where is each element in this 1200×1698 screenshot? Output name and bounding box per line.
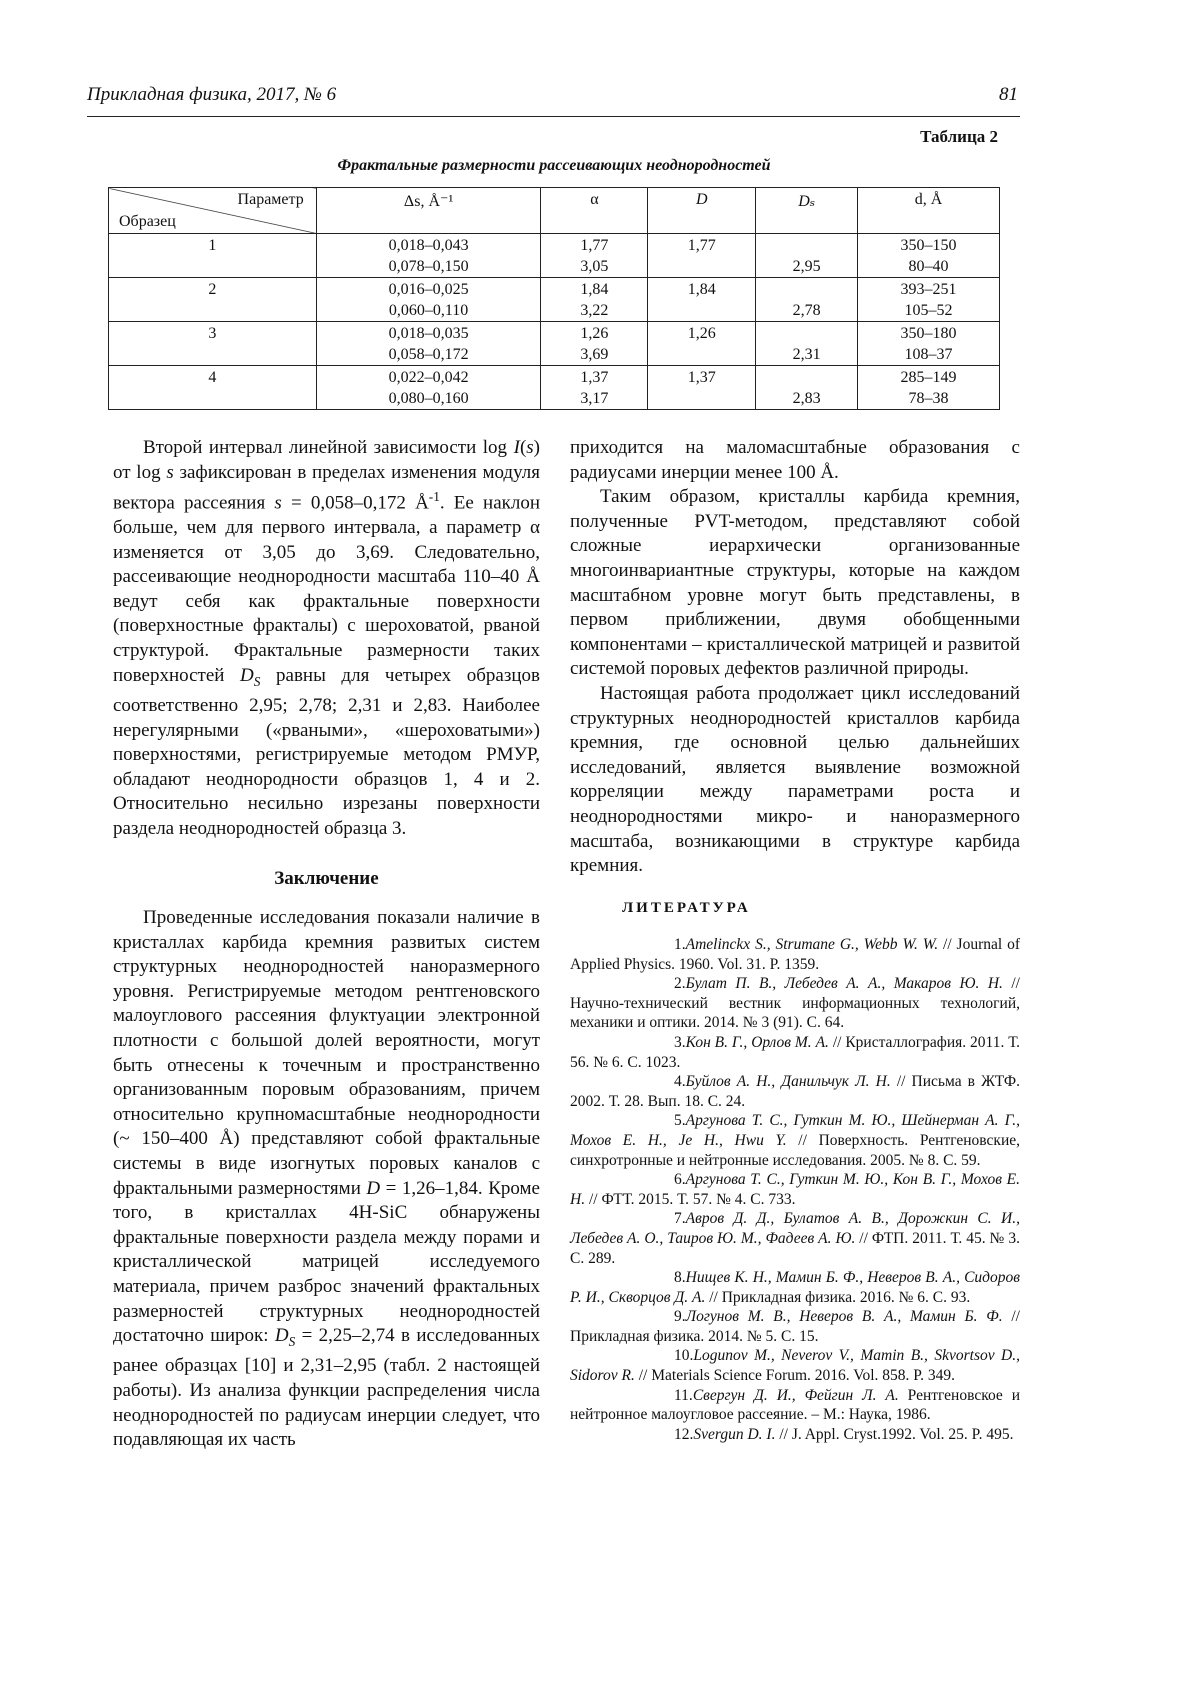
ds-cell [316,366,541,410]
sample-cell: 2 [109,278,317,322]
alpha-cell-value: 3,69 [580,346,609,363]
ds-cell [316,278,541,322]
text-segment: . Ее наклон больше, чем для первого интервала, а параметр α изменяется от 3,05 до 3,69. Следовательно, рассеивающие неоднородности масштаба 110–40 Å ведут себя как фрактальные поверхности (поверхностные фракталы) с шероховатой, рваной структурой. Фрактальные размерности таких поверхностей [113,492,541,686]
ds-cell [316,234,541,278]
reference-source: // Прикладная физика. 2014. № 5. С. 15. [570,1308,1020,1345]
alpha-cell [541,322,648,366]
table-row [109,234,1000,278]
col-header-D: D [648,188,756,234]
reference-number: 8. [674,1269,686,1287]
text-segment: зафиксирован в пределах изменения модуля вектора рассеяния [113,461,540,514]
text-segment: S [288,1333,296,1349]
col-header-d: d, Å [858,188,1000,234]
col-header-Ds: Dₛ [756,188,858,234]
left-column-conclusion [113,906,540,1453]
reference-item [570,1111,1020,1170]
Ds-cell [756,278,858,322]
reference-source: // Journal of Applied Physics. 1960. Vol. 31. P. 1359. [570,936,1021,973]
body-paragraph [570,682,1020,879]
D-cell [648,366,756,410]
Ds-value: 2,31 [792,346,821,363]
alpha-cell [541,366,648,410]
text-segment: I [513,437,520,458]
ds-cell-value: 0,080–0,160 [388,390,469,407]
right-column [570,436,1020,879]
reference-item [570,1346,1020,1385]
ds-cell-value: 0,078–0,150 [388,258,469,275]
reference-source: Рентгеновское и нейтронное малоугловое рассеяние. – М.: Наука, 1986. [570,1386,1020,1424]
text-segment: Настоящая работа продолжает цикл исследований структурных неоднородностей кристаллов карбида кремния, где основной целью дальнейших исследований, является выявление возможной корреляции между параметрами роста и неоднородностями микро- и наноразмерного масштаба, возникающими в структуре карбида кремния. [570,682,1020,877]
reference-source: // Прикладная физика. 2016. № 6. С. 93. [705,1288,971,1306]
table-header-row [109,188,1000,234]
spacer [756,279,857,300]
reference-authors: Logunov M., Neverov V., Mamin B., Skvortsov D., Sidorov R. [570,1347,1020,1385]
reference-authors: Булат П. В., Лебедев А. А., Макаров Ю. Н. [685,975,1003,993]
reference-authors: Кон В. Г., Орлов М. А. [685,1033,829,1051]
text-segment: D [240,664,254,686]
body-paragraph [570,436,1020,485]
alpha-cell-value: 3,17 [580,390,609,407]
fractal-dimensions-table [108,187,1000,410]
table-label: Таблица 2 [920,127,998,146]
text-segment: = 2,25–2,74 в исследованных ранее образцах [10] и 2,31–2,95 (табл. 2 настоящей работы). Из анализа функции распределения числа неоднородностей по радиусам инерции следует, что подавляющая их часть [113,1325,540,1451]
reference-number: 12. [674,1425,694,1443]
Ds-value: 2,78 [792,302,821,319]
ds-cell-value: 0,016–0,025 [388,281,469,298]
ds-cell-value: 0,060–0,110 [388,302,469,319]
reference-authors: Аргунова Т. С., Гуткин М. Ю., Шейнерман А. Г., Мохов Е. Н., Je H., Hwu Y. [570,1112,1020,1149]
references-heading: ЛИТЕРАТУРА [622,900,751,916]
spacer [756,323,857,344]
alpha-cell-value: 3,05 [580,258,609,275]
header-rule [87,116,1020,117]
text-segment: приходится на маломасштабные образования с радиусами инерции менее 100 Å. [570,437,1020,483]
text-segment: ( [519,437,527,458]
text-segment: s [274,492,282,514]
text-segment: S [253,673,261,689]
reference-source: // Письма в ЖТФ. 2002. Т. 28. Вып. 18. С. 24. [570,1073,1020,1110]
Ds-value: 2,83 [792,390,821,407]
reference-item [570,1268,1020,1307]
body-paragraph [570,485,1020,682]
alpha-cell-value: 3,22 [580,302,609,319]
reference-number: 2. [674,975,686,993]
d-cell-value: 105–52 [904,302,953,319]
table-row [109,322,1000,366]
alpha-cell [541,278,648,322]
reference-item [570,1170,1020,1209]
reference-item [570,974,1020,1033]
reference-item [570,1307,1020,1346]
alpha-cell-value: 1,84 [580,281,609,298]
table-row [109,366,1000,410]
col-header-ds: Δs, Å⁻¹ [316,188,541,234]
d-cell [858,234,1000,278]
reference-item [570,1033,1020,1072]
text-segment: -1 [428,489,440,505]
reference-number: 10. [674,1347,694,1365]
journal-header: Прикладная физика, 2017, № 6 [87,84,337,105]
alpha-cell [541,234,648,278]
ds-cell-value: 0,022–0,042 [388,369,469,386]
ds-cell [316,322,541,366]
D-value: 1,84 [687,281,716,298]
ds-cell-value: 0,058–0,172 [388,346,469,363]
alpha-cell-value: 1,77 [580,237,609,254]
left-column [113,436,540,842]
text-segment: = 1,26–1,84. Кроме того, в кристаллах 4H-SiC обнаружены фрактальные поверхности раздела между порами и кристаллической матрицей исследуемого материала, причем разброс значений фрактальных размерностей структурных неоднородностей достаточно широк: [113,1177,540,1347]
text-segment: Второй интервал линейной зависимости log [143,437,514,458]
corner-param: Параметр [237,191,304,208]
sample-cell: 3 [109,322,317,366]
reference-number: 9. [674,1308,686,1326]
reference-number: 4. [674,1073,686,1091]
reference-number: 3. [674,1033,686,1051]
references-list [570,935,1020,1444]
reference-number: 11. [674,1386,693,1404]
body-paragraph [113,906,540,1453]
reference-source: // Materials Science Forum. 2016. Vol. 858. P. 349. [634,1367,956,1385]
reference-source: // J. Appl. Cryst.1992. Vol. 25. P. 495. [775,1425,1014,1443]
D-value: 1,77 [687,237,716,254]
Ds-cell [756,366,858,410]
reference-authors: Нищев К. Н., Мамин Б. Ф., Неверов В. А., Сидоров Р. И., Скворцов Д. А. [570,1269,1020,1306]
d-cell-value: 80–40 [908,258,949,275]
text-segment: равны для четырех образцов соответственно 2,95; 2,78; 2,31 и 2,83. Наиболее нерегулярными («рваными», «шероховатыми») поверхностями, регистрируемые методом РМУР, обладают неоднородности образцов 1, 4 и 2. Относительно несильно изрезаны поверхности раздела неоднородностей образца 3. [113,664,540,840]
reference-number: 7. [674,1210,686,1228]
d-cell-value: 78–38 [908,390,949,407]
text-segment: ) от log [113,437,540,483]
reference-number: 6. [674,1171,686,1189]
table-row [109,278,1000,322]
d-cell [858,366,1000,410]
d-cell-value: 285–149 [900,369,957,386]
conclusion-heading: Заключение [274,868,379,889]
reference-number: 1. [674,936,686,953]
corner-header [109,188,317,234]
sample-cell: 4 [109,366,317,410]
reference-source: // ФТП. 2011. Т. 45. № 3. С. 289. [570,1229,1020,1267]
reference-source: // Научно-технический вестник информационных технологий, механики и оптики. 2014. № 3 (91). С. 64. [570,975,1020,1032]
text-segment: D [274,1325,289,1347]
d-cell-value: 350–150 [900,237,957,254]
ds-cell-value: 0,018–0,043 [388,237,469,254]
spacer [756,235,857,256]
alpha-cell-value: 1,26 [580,325,609,342]
spacer [756,367,857,388]
reference-source: // Поверхность. Рентгеновские, синхротронные и нейтронные исследования. 2005. № 8. С. 59. [570,1131,1020,1169]
reference-authors: Буйлов А. Н., Данильчук Л. Н. [685,1073,891,1091]
page-number: 81 [999,84,1018,105]
reference-authors: Авров Д. Д., Булатов А. В., Дорожкин С. И., Лебедев А. О., Таиров Ю. М., Фадеев А. Ю. [570,1210,1020,1247]
table-caption: Фрактальные размерности рассеивающих неоднородностей [337,157,771,174]
reference-authors: Логунов М. В., Неверов В. А., Мамин Б. Ф. [685,1308,1003,1326]
Ds-cell [756,234,858,278]
sample-cell: 1 [109,234,317,278]
d-cell-value: 393–251 [900,281,957,298]
reference-item [570,935,1020,974]
D-value: 1,26 [687,325,716,342]
d-cell-value: 350–180 [900,325,957,342]
text-segment: = 0,058–0,172 Å [281,492,429,514]
Ds-cell [756,322,858,366]
D-value: 1,37 [687,369,716,386]
reference-item [570,1072,1020,1111]
text-segment: s [166,461,174,483]
D-cell [648,234,756,278]
Ds-value: 2,95 [792,258,821,275]
reference-number: 5. [674,1112,686,1130]
ds-cell-value: 0,018–0,035 [388,325,469,342]
reference-item [570,1209,1020,1268]
reference-item [570,1386,1020,1425]
corner-sample: Образец [119,213,176,230]
reference-authors: Svergun D. I. [693,1425,776,1443]
d-cell [858,278,1000,322]
reference-authors: Amelinckx S., Strumane G., Webb W. W. [685,936,939,953]
reference-authors: Свергун Д. И., Фейгин Л. А. [692,1386,899,1404]
text-segment: s [526,437,534,458]
col-header-alpha: α [541,188,648,234]
text-segment: Проведенные исследования показали наличие в кристаллах карбида кремния развитых систем структурных неоднородностей наноразмерного уровня. Регистрируемые методом рентгеновского малоуглового рассеяния флуктуации электронной плотности с большой долей вероятности, могут быть отнесены к точечным и пространственно организованным поровым образованиям, причем относительно крупномасштабные неоднородности (~ 150–400 Å) представляют собой фрактальные системы в виде изогнутых поровых каналов с фрактальными размерностями [113,907,540,1199]
reference-source: // Кристаллография. 2011. Т. 56. № 6. С. 1023. [570,1033,1021,1071]
reference-source: // ФТТ. 2015. Т. 57. № 4. С. 733. [585,1190,796,1208]
d-cell-value: 108–37 [904,346,953,363]
reference-authors: Аргунова Т. С., Гуткин М. Ю., Кон В. Г., Мохов Е. Н. [570,1171,1020,1208]
reference-item [570,1425,1020,1445]
d-cell [858,322,1000,366]
text-segment: Таким образом, кристаллы карбида кремния, полученные PVT-методом, представляют собой сложные иерархически организованные многоинвариантные структуры, которые на каждом масштабном уровне могут быть представлены, в первом приближении, двумя обобщенными компонентами – кристаллической матрицей и развитой системой поровых дефектов различной природы. [570,486,1020,680]
alpha-cell-value: 1,37 [580,369,609,386]
D-cell [648,278,756,322]
D-cell [648,322,756,366]
body-paragraph [113,436,540,842]
text-segment: D [366,1177,381,1199]
